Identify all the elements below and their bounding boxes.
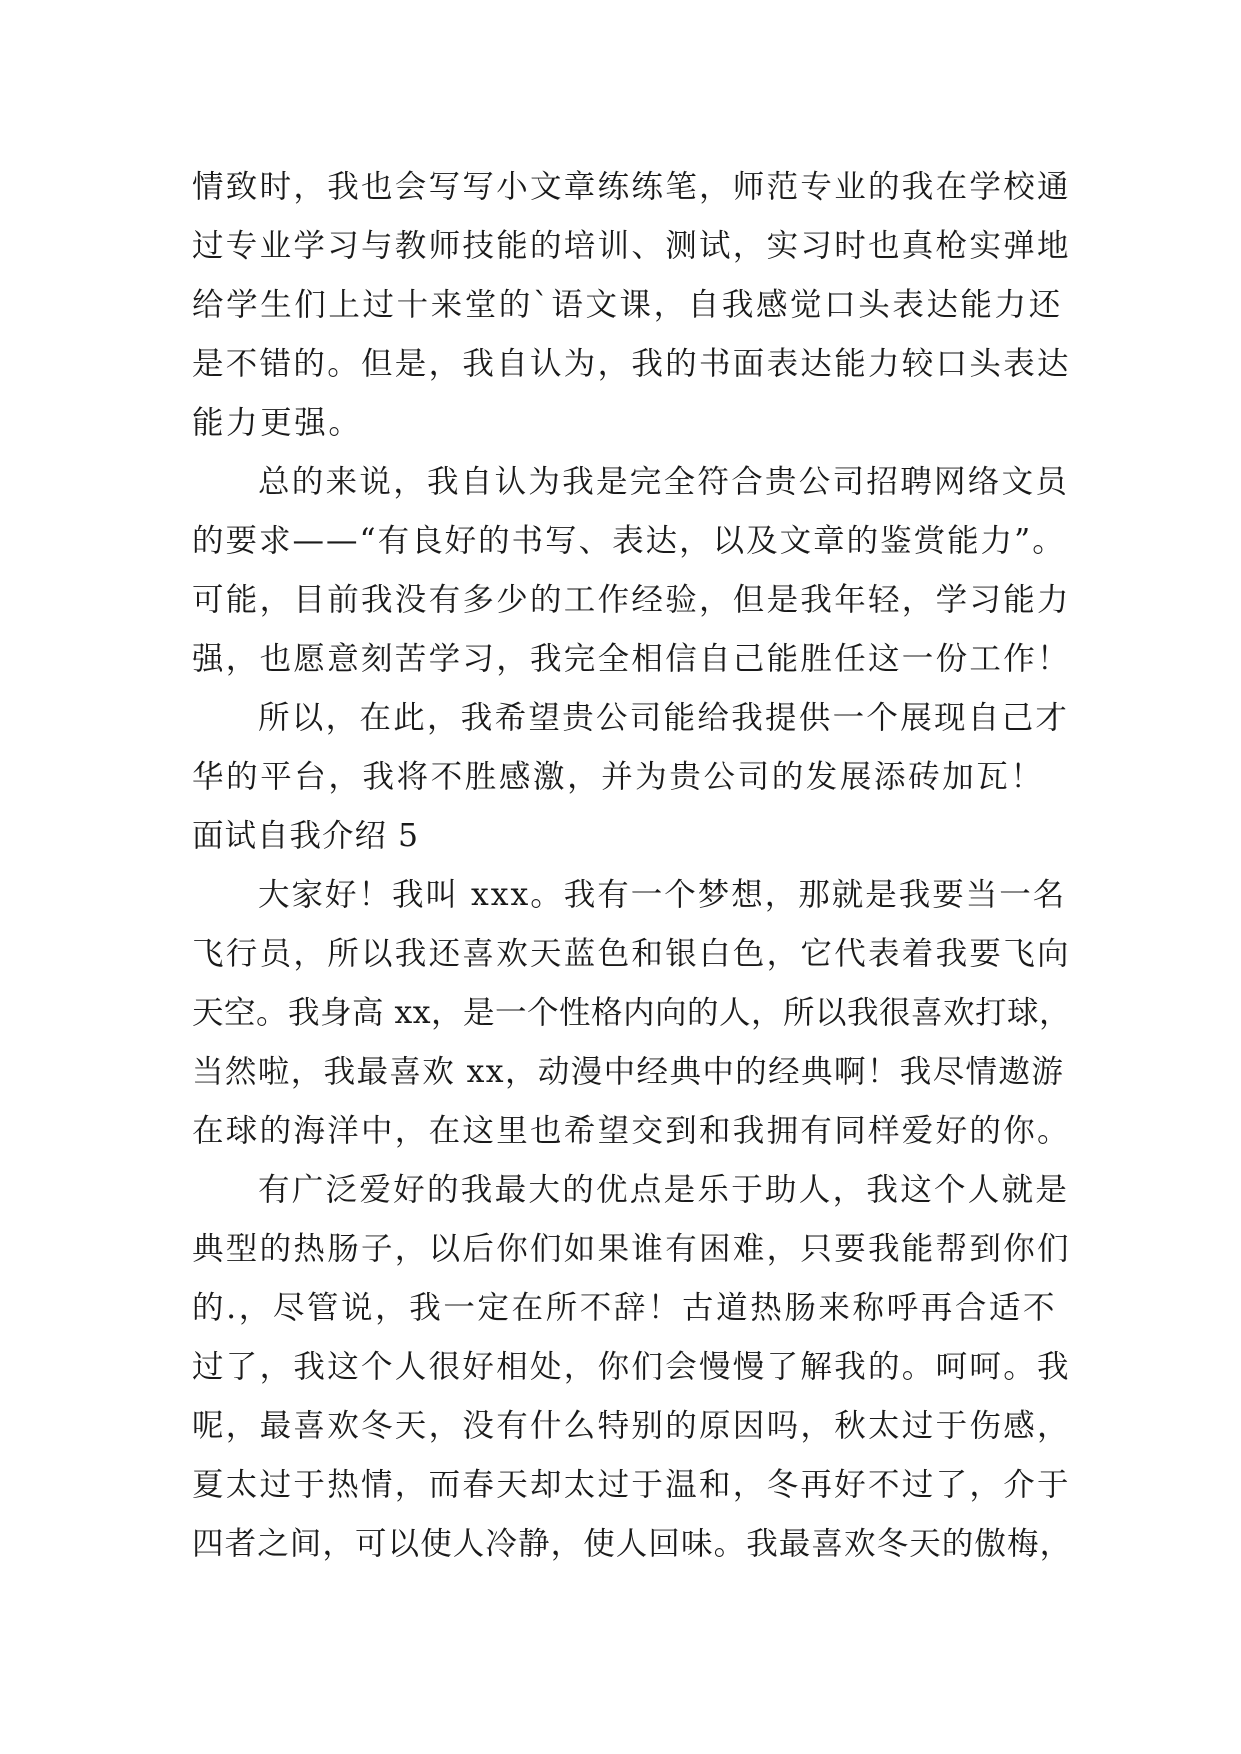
text-line: 强，也愿意刻苦学习，我完全相信自己能胜任这一份工作！ [192, 641, 1071, 677]
text-line: 有广泛爱好的我最大的优点是乐于助人，我这个人就是 [258, 1172, 1070, 1208]
document-page [192, 158, 1072, 1574]
text-line: 所以，在此，我希望贵公司能给我提供一个展现自己才 [258, 700, 1070, 736]
text-line: 在球的海洋中，在这里也希望交到和我拥有同样爱好的你。 [192, 1113, 1071, 1149]
section-heading: 面试自我介绍 5 [192, 818, 420, 854]
text-line: 天空。我身高 xx，是一个性格内向的人，所以我很喜欢打球， [192, 995, 1072, 1031]
text-line: 过专业学习与教师技能的培训、测试，实习时也真枪实弹地 [192, 228, 1071, 264]
text-line: 的要求——“有良好的书写、表达，以及文章的鉴赏能力”。 [192, 523, 1066, 559]
text-line: 飞行员，所以我还喜欢天蓝色和银白色，它代表着我要飞向 [192, 936, 1071, 972]
text-line: 总的来说，我自认为我是完全符合贵公司招聘网络文员 [258, 464, 1070, 500]
text-line: 呢，最喜欢冬天，没有什么特别的原因吗，秋太过于伤感， [192, 1408, 1071, 1444]
text-line: 当然啦，我最喜欢 xx，动漫中经典中的经典啊！我尽情遨游 [192, 1054, 1065, 1090]
text-line: 给学生们上过十来堂的`语文课，自我感觉口头表达能力还 [192, 287, 1063, 323]
text-line: 典型的热肠子，以后你们如果谁有困难，只要我能帮到你们 [192, 1231, 1071, 1267]
text-line: 四者之间，可以使人冷静，使人回味。我最喜欢冬天的傲梅， [192, 1526, 1073, 1562]
text-line: 大家好！我叫 xxx。我有一个梦想，那就是我要当一名 [258, 877, 1067, 913]
text-line: 情致时，我也会写写小文章练练笔，师范专业的我在学校通 [192, 169, 1071, 205]
text-line: 夏太过于热情，而春天却太过于温和，冬再好不过了，介于 [192, 1467, 1071, 1503]
text-line: 华的平台，我将不胜感激，并为贵公司的发展添砖加瓦！ [192, 759, 1045, 795]
text-line: 是不错的。但是，我自认为，我的书面表达能力较口头表达 [192, 346, 1071, 382]
text-line: 能力更强。 [192, 405, 363, 441]
text-line: 的.，尽管说，我一定在所不辞！古道热肠来称呼再合适不 [192, 1290, 1058, 1326]
text-line: 过了，我这个人很好相处，你们会慢慢了解我的。呵呵。我 [192, 1349, 1071, 1385]
text-line: 可能，目前我没有多少的工作经验，但是我年轻，学习能力 [192, 582, 1071, 618]
